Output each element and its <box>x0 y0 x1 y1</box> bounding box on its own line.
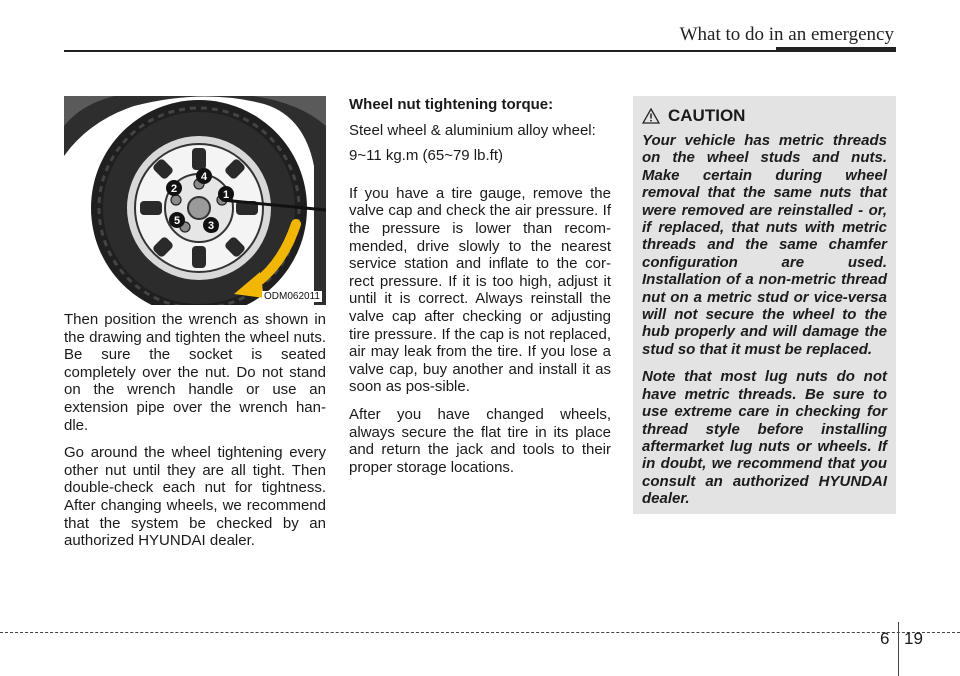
footer-divider <box>898 622 899 676</box>
nut-label-4: 4 <box>200 171 208 183</box>
torque-spec-line-2: 9~11 kg.m (65~79 lb.ft) <box>349 147 503 165</box>
left-paragraph-1: Then position the wrench as shown in the drawing and tighten the wheel nuts. Be sure the socket is seated completely over the nut. Do not stand on the wrench handle or use an extension pipe over the wrench han-dle. <box>64 311 326 434</box>
wheel-illustration <box>64 96 326 305</box>
nut-label-3: 3 <box>207 220 215 232</box>
warning-triangle-icon <box>642 108 660 124</box>
caution-title: CAUTION <box>668 106 746 125</box>
header-rule <box>64 50 896 52</box>
torque-spec-line-1: Steel wheel & aluminium alloy wheel: <box>349 121 596 139</box>
chapter-number: 6 <box>880 629 890 648</box>
torque-heading: Wheel nut tightening torque: <box>349 96 554 113</box>
page-number: 19 <box>904 629 923 648</box>
nut-label-5: 5 <box>173 215 181 227</box>
footer-rule <box>0 632 960 633</box>
middle-paragraph-1: If you have a tire gauge, remove the valve cap and check the air pressure. If the pressure is lower than recom-mended, drive slowly to the nearest service station and inflate to the cor-rect pressure. If it is too high, adjust it until it is correct. Always reinstall the valve cap after checking or adjusting tire pressure. If the cap is not replaced, air may leak from the tire. If you lose a valve cap, buy another and install it as soon as pos-sible. <box>349 184 611 396</box>
nut-label-2: 2 <box>170 183 178 195</box>
caution-paragraph-2: Note that most lug nuts do not have metric threads. Be sure to use extreme care in checking for thread style before installing aftermarket lug nuts or wheels. If in doubt, we recommend that you consult an authorized HYUNDAI dealer. <box>642 368 887 508</box>
nut-label-1: 1 <box>222 189 230 201</box>
caution-paragraph-1: Your vehicle has metric threads on the wheel studs and nuts. Make certain during wheel removal that the same nuts that were removed are reinstalled - or, if replaced, that nuts with metric threads and the same chamfer configuration are used. Installation of a non-metric thread nut on a metric stud or vice-versa will not secure the wheel to the hub properly and will damage the stud so that it must be replaced. <box>642 132 887 358</box>
caution-header <box>642 106 887 126</box>
page-header-title: What to do in an emergency <box>679 24 894 45</box>
middle-column <box>349 96 611 486</box>
header-rule-accent <box>776 47 896 52</box>
middle-paragraph-2: After you have changed wheels, always secure the flat tire in its place and return the jack and tools to their proper storage locations. <box>349 405 611 476</box>
wheel-drawing <box>64 96 326 305</box>
caution-box <box>633 96 896 514</box>
left-column <box>64 311 326 560</box>
figure-code: ODM062011 <box>264 291 320 302</box>
left-paragraph-2: Go around the wheel tightening every other nut until they are all tight. Then double-check each nut for tightness. After changing wheels, we recommend that the system be checked by an authorized HYUNDAI dealer. <box>64 444 326 550</box>
